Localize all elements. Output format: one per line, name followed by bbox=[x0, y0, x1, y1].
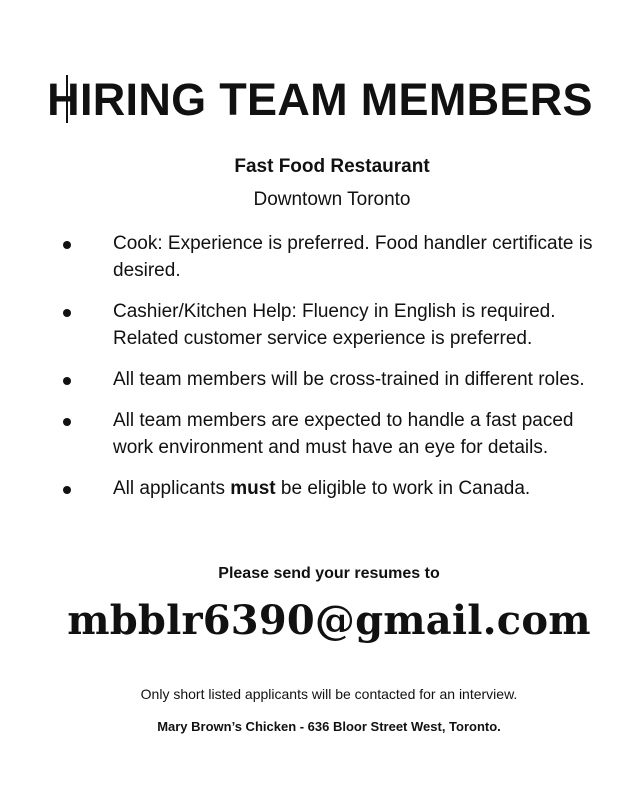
bullet-icon bbox=[63, 241, 71, 249]
bullet-text-emphasis: must bbox=[230, 478, 276, 499]
bullet-text-after: be eligible to work in Canada. bbox=[275, 478, 531, 499]
list-item bbox=[60, 475, 600, 502]
bullet-text: Cashier/Kitchen Help: Fluency in English is required. Related customer service experience is preferred. bbox=[113, 301, 556, 349]
requirements-list bbox=[60, 230, 600, 516]
list-item bbox=[60, 298, 600, 352]
bullet-text: All team members are expected to handle a fast paced work environment and must have an eye for details. bbox=[113, 410, 574, 458]
contact-email: mbblr6390@gmail.com bbox=[67, 597, 591, 644]
list-item bbox=[60, 230, 600, 284]
restaurant-address: Mary Brown’s Chicken - 636 Bloor Street West, Toronto. bbox=[157, 719, 501, 734]
poster-title: HIRING TEAM MEMBERS bbox=[47, 74, 593, 125]
list-item bbox=[60, 407, 600, 461]
bullet-text-before: All applicants bbox=[113, 478, 231, 499]
bullet-icon bbox=[63, 418, 71, 426]
shortlist-note: Only short listed applicants will be contacted for an interview. bbox=[140, 686, 518, 702]
send-prompt: Please send your resumes to bbox=[218, 565, 440, 582]
location: Downtown Toronto bbox=[253, 189, 411, 210]
business-type: Fast Food Restaurant bbox=[234, 156, 430, 177]
bullet-text: Cook: Experience is preferred. Food handler certificate is desired. bbox=[113, 233, 593, 281]
bullet-icon bbox=[63, 377, 71, 385]
bullet-icon bbox=[63, 309, 71, 317]
bullet-text: All team members will be cross-trained in different roles. bbox=[113, 369, 585, 390]
bullet-icon bbox=[63, 486, 71, 494]
list-item bbox=[60, 366, 600, 393]
